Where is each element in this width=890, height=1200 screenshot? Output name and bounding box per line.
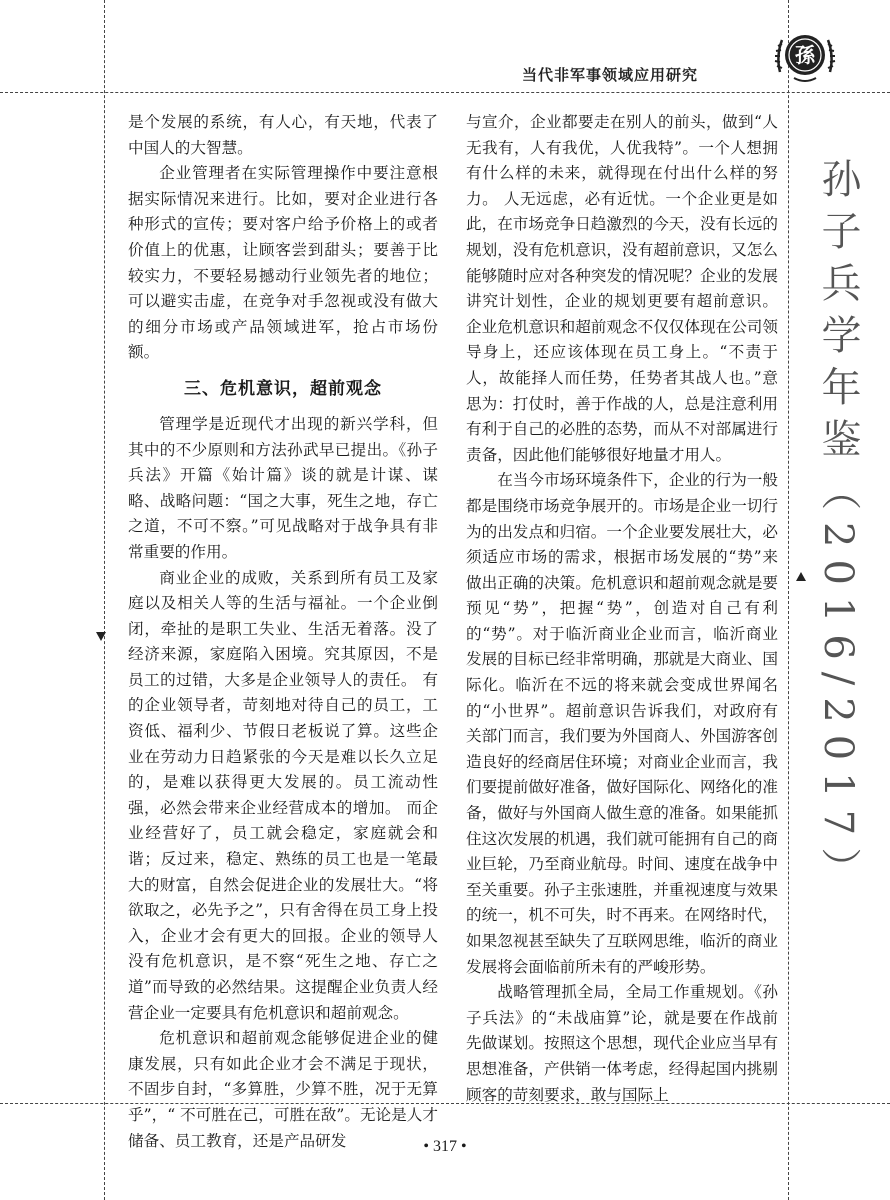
up-triangle-marker-icon xyxy=(796,572,806,581)
paragraph: 在当今市场环境条件下，企业的行为一般都是围绕市场竞争展开的。市场是企业一切行为的出发点和归宿。一个企业要发展壮大，必须适应市场的需求，根据市场发展的“势”来做出正确的决策。危机意识和超前观念就是要预见“势”，把握“势”，创造对自己有利的“势”。对于临沂商业企业而言，临沂商业发展的目标已经非常明确，那就是大商业、国际化。临沂在不远的将来就会变成世界闻名的“小世界”。超前意识告诉我们，对政府有关部门而言，我们要为外国商人、外国游客创造良好的经商居住环境；对商业企业而言，我们要提前做好准备，做好国际化、网络化的准备，做好与外国商人做生意的准备。如果能抓住这次发展的机遇，我们就可能拥有自己的商业巨轮，乃至商业航母。时间、速度在战争中至关重要。孙子主张速胜，并重视速度与效果的统一，机不可失，时不再来。在网络时代，如果忽视甚至缺失了互联网思维，临沂的商业发展将会面临前所未有的严峻形势。 xyxy=(466,471,778,976)
paragraph: 危机意识和超前观念能够促进企业的健康发展，只有如此企业才会不满足于现状，不固步自封，“多算胜，少算不胜，况于无算乎”，“ 不可胜在己，可胜在敌”。无论是人才储备、员工教育，还是产品研发 xyxy=(128,1029,438,1150)
paragraph: 管理学是近现代才出现的新兴学科，但其中的不少原则和方法孙武早已提出。《孙子兵法》开篇《始计篇》谈的就是计谋、谋略、战略问题：“国之大事，死生之地，存亡之道，不可不察。”可见战略对于战争具有非常重要的作用。 xyxy=(128,414,438,561)
paragraph: 与宣介，企业都要走在别人的前头，做到“人无我有，人有我优，人优我特”。一个人想拥有什么样的未来，就得现在付出什么样的努力。 人无远虑，必有近忧。一个企业更是如此，在市场竞争日趋激烈的今天，没有长远的规划，没有危机意识，没有超前意识，又怎么能够随时应对各种突发的情况呢？企业的发展讲究计划性，企业的规划更要有超前意识。 企业危机意识和超前观念不仅仅体现在公司领导身上，还应该体现在员工身上。“不责于人，故能择人而任势，任势者其战人也。”意思为：打仗时，善于作战的人，总是注意利用有利于自己的必胜的态势，而从不对部属进行责备，因此他们能够很好地量才用人。 xyxy=(466,113,778,464)
header-dashed-rule xyxy=(0,92,890,93)
sunzi-emblem-logo xyxy=(770,20,840,90)
section-heading: 三、危机意识，超前观念 xyxy=(184,378,382,399)
left-text-column xyxy=(128,110,438,1154)
paragraph: 企业管理者在实际管理操作中要注意根据实际情况来进行。比如，要对企业进行各种形式的宣传；要对客户给予价格上的或者价值上的优惠，让顾客尝到甜头；要善于比较实力，不要轻易撼动行业领先者的地位；可以避实击虚，在竞争对手忽视或没有做大的细分市场或产品领域进军，抢占市场份额。 xyxy=(128,164,438,362)
yearbook-side-title: 孙子兵学年鉴（2016/2017） xyxy=(815,158,861,900)
section-header-title: 当代非军事领域应用研究 xyxy=(522,66,699,84)
down-triangle-marker-icon xyxy=(96,632,106,641)
right-dashed-margin xyxy=(788,0,789,1200)
page-number: • 317 • xyxy=(423,1138,467,1155)
paragraph: 商业企业的成败，关系到所有员工及家庭以及相关人等的生活与福祉。一个企业倒闭，牵扯的是职工失业、生活无着落。没了经济来源，家庭陷入困境。究其原因，不是员工的过错，大多是企业领导人的责任。 有的企业领导者，苛刻地对待自己的员工，工资低、福利少、节假日老板说了算。这些企业在劳动力日趋紧张的今天是难以长久立足的，是难以获得更大发展的。员工流动性强，必然会带来企业经营成本的增加。 而企业经营好了，员工就会稳定，家庭就会和谐；反过来，稳定、熟练的员工也是一笔最大的财富，自然会促进企业的发展壮大。“将欲取之，必先予之”，只有舍得在员工身上投入，企业才会有更大的回报。企业的领导人没有危机意识，是不察“死生之地、存亡之道”而导致的必然结果。这提醒企业负责人经营企业一定要具有危机意识和超前观念。 xyxy=(128,568,438,1022)
paragraph: 战略管理抓全局，全局工作重规划。《孙子兵法》的“未战庙算”论，就是要在作战前先做谋划。按照这个思想，现代企业应当早有思想准备，产供销一体考虑，经得起国内挑剔顾客的苛刻要求，敢与国际上 xyxy=(466,983,778,1104)
paragraph: 是个发展的系统，有人心，有天地，代表了中国人的大智慧。 xyxy=(128,113,438,157)
right-text-column xyxy=(466,110,778,1108)
logo-glyph: 孫 xyxy=(795,43,815,67)
left-dashed-margin xyxy=(104,0,105,1200)
